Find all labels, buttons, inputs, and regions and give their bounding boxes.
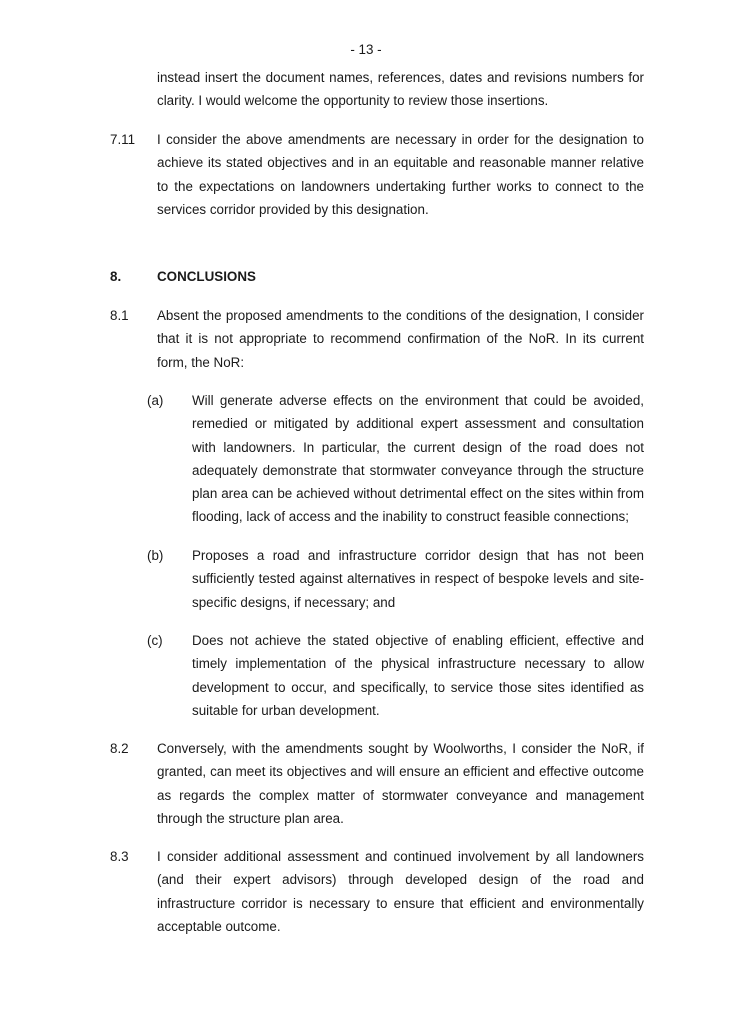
list-item-b — [147, 544, 644, 614]
paragraph-text: Conversely, with the amendments sought by Woolworths, I consider the NoR, if granted, can meet its objectives and will ensure an efficient and effective outcome as regards the complex matter of stormwater conveyance and management through the structure plan area. — [157, 741, 644, 826]
list-item-a — [147, 389, 644, 529]
paragraph-number: 7.11 — [110, 132, 136, 147]
list-item-letter: (a) — [147, 393, 164, 408]
paragraph-text: I consider the above amendments are necessary in order for the designation to achieve its stated objectives and in an equitable and reasonable manner relative to the expectations on landowners undertaking further works to connect to the services corridor provided by this designation. — [157, 132, 644, 217]
paragraph-7-11 — [110, 128, 644, 221]
paragraph-text: I consider additional assessment and continued involvement by all landowners (and their expert advisors) through developed design of the road and infrastructure corridor is necessary to ensure that efficient and environmentally acceptable outcome. — [157, 849, 644, 934]
section-heading-conclusions — [110, 267, 256, 287]
list-item-text: Will generate adverse effects on the environment that could be avoided, remedied or mitigated by additional expert assessment and consultation with landowners. In particular, the current design of the road does not adequately demonstrate that stormwater conveyance through the structure plan area can be achieved without detrimental effect on the sites within from flooding, lack of access and the inability to construct feasible connections; — [192, 393, 644, 525]
paragraph-number: 8.3 — [110, 849, 129, 864]
list-item-letter: (c) — [147, 633, 163, 648]
paragraph-8-1 — [110, 304, 644, 374]
continuation-paragraph — [110, 66, 644, 113]
paragraph-text: Absent the proposed amendments to the conditions of the designation, I consider that it is not appropriate to recommend confirmation of the NoR. In its current form, the NoR: — [157, 308, 644, 370]
list-item-letter: (b) — [147, 548, 164, 563]
paragraph-8-3 — [110, 845, 644, 938]
paragraph-number: 8.1 — [110, 308, 129, 323]
list-item-text: Does not achieve the stated objective of enabling efficient, effective and timely implementation of the physical infrastructure necessary to allow development to occur, and specifically, to service those sites identified as suitable for urban development. — [192, 633, 644, 718]
section-title: CONCLUSIONS — [157, 269, 256, 284]
list-item-c — [147, 629, 644, 722]
paragraph-8-2 — [110, 737, 644, 830]
paragraph-number: 8.2 — [110, 741, 129, 756]
page-number: - 13 - — [350, 42, 382, 57]
section-number: 8. — [110, 269, 122, 284]
continuation-text: instead insert the document names, references, dates and revisions numbers for clarity. I would welcome the opportunity to review those insertions. — [157, 70, 644, 109]
list-item-text: Proposes a road and infrastructure corridor design that has not been sufficiently tested against alternatives in respect of bespoke levels and site-specific designs, if necessary; and — [192, 548, 644, 610]
